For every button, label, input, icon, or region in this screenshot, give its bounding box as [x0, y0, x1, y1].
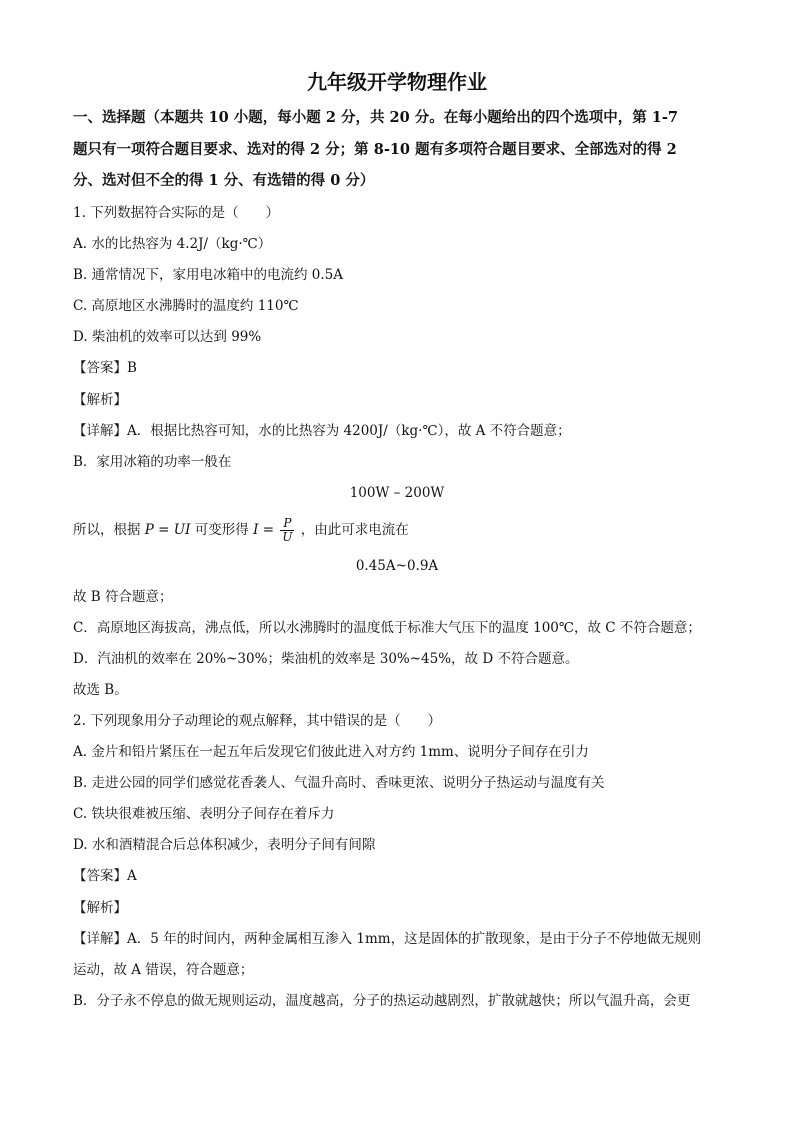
section-heading-line-2: 题只有一项符合题目要求、选对的得 2 分；第 8-10 题有多项符合题目要求、全部选对的得 2 — [73, 141, 677, 158]
formula-line — [73, 514, 723, 546]
question-1-choice: 故选 B。 — [73, 682, 128, 698]
question-1-option-c: C. 高原地区水沸腾时的温度约 110℃ — [73, 298, 299, 314]
question-1-answer: 【答案】B — [73, 360, 137, 376]
section-heading-line-1: 一、选择题（本题共 10 小题，每小题 2 分，共 20 分。在每小题给出的四个选项中，第 1-7 — [73, 109, 678, 126]
question-2-stem: 2. 下列现象用分子动理论的观点解释，其中错误的是（ ） — [73, 713, 442, 729]
section-heading-line-3: 分、选对但不全的得 1 分、有选错的得 0 分） — [73, 172, 375, 189]
formula-prefix: 所以，根据 — [73, 522, 141, 538]
question-2-detail-a-2: 运动，故 A 错误，符合题意； — [73, 962, 254, 978]
fraction-denominator: U — [282, 530, 293, 544]
question-1-detail-b: B．家用冰箱的功率一般在 — [73, 454, 232, 470]
question-1-option-d: D. 柴油机的效率可以达到 99% — [73, 329, 262, 345]
fraction-numerator: P — [280, 517, 294, 531]
question-2-option-d: D. 水和酒精混合后总体积减少，表明分子间有间隙 — [73, 837, 376, 853]
question-1-detail-a: 【详解】A．根据比热容可知，水的比热容为 4200J/（kg·℃），故 A 不符合题意； — [73, 423, 571, 439]
question-2-detail-a-1: 【详解】A．5 年的时间内，两种金属相互渗入 1mm，这是固体的扩散现象，是由于分子不停地做无规则 — [73, 931, 702, 947]
question-1-detail-d: D．汽油机的效率在 20%~30%；柴油机的效率是 30%~45%，故 D 不符合题意。 — [73, 651, 579, 667]
formula-current: I = — [253, 522, 275, 538]
question-2-analysis-label: 【解析】 — [73, 900, 127, 916]
page-title: 九年级开学物理作业 — [307, 70, 487, 94]
question-2-option-a: A. 金片和铅片紧压在一起五年后发现它们彼此进入对方约 1mm、说明分子间存在引力 — [73, 744, 589, 760]
power-range: 100W – 200W — [349, 485, 445, 501]
question-1-detail-c: C．高原地区海拔高，沸点低，所以水沸腾时的温度低于标准大气压下的温度 100℃，故 C 不符合题意； — [73, 620, 701, 636]
formula-mid: 可变形得 — [194, 522, 249, 538]
formula-equation: P = UI — [144, 522, 191, 538]
question-2-option-c: C. 铁块很难被压缩、表明分子间存在着斥力 — [73, 806, 335, 822]
formula-fraction — [280, 517, 294, 544]
formula-suffix: ，由此可求电流在 — [300, 522, 409, 538]
question-2-detail-b: B．分子永不停息的做无规则运动，温度越高，分子的热运动越剧烈，扩散就越快；所以气温升高，会更 — [73, 993, 691, 1009]
current-range: 0.45A~0.9A — [355, 558, 439, 574]
question-1-option-a: A. 水的比热容为 4.2J/（kg·℃） — [73, 236, 272, 252]
question-1-b-conclusion: 故 B 符合题意； — [73, 589, 173, 605]
question-1-analysis-label: 【解析】 — [73, 392, 127, 408]
question-1-stem: 1. 下列数据符合实际的是（ ） — [73, 205, 280, 221]
question-2-option-b: B. 走进公园的同学们感觉花香袭人、气温升高时、香味更浓、说明分子热运动与温度有关 — [73, 775, 605, 791]
question-1-option-b: B. 通常情况下，家用电冰箱中的电流约 0.5A — [73, 267, 344, 283]
question-2-answer: 【答案】A — [73, 868, 137, 884]
